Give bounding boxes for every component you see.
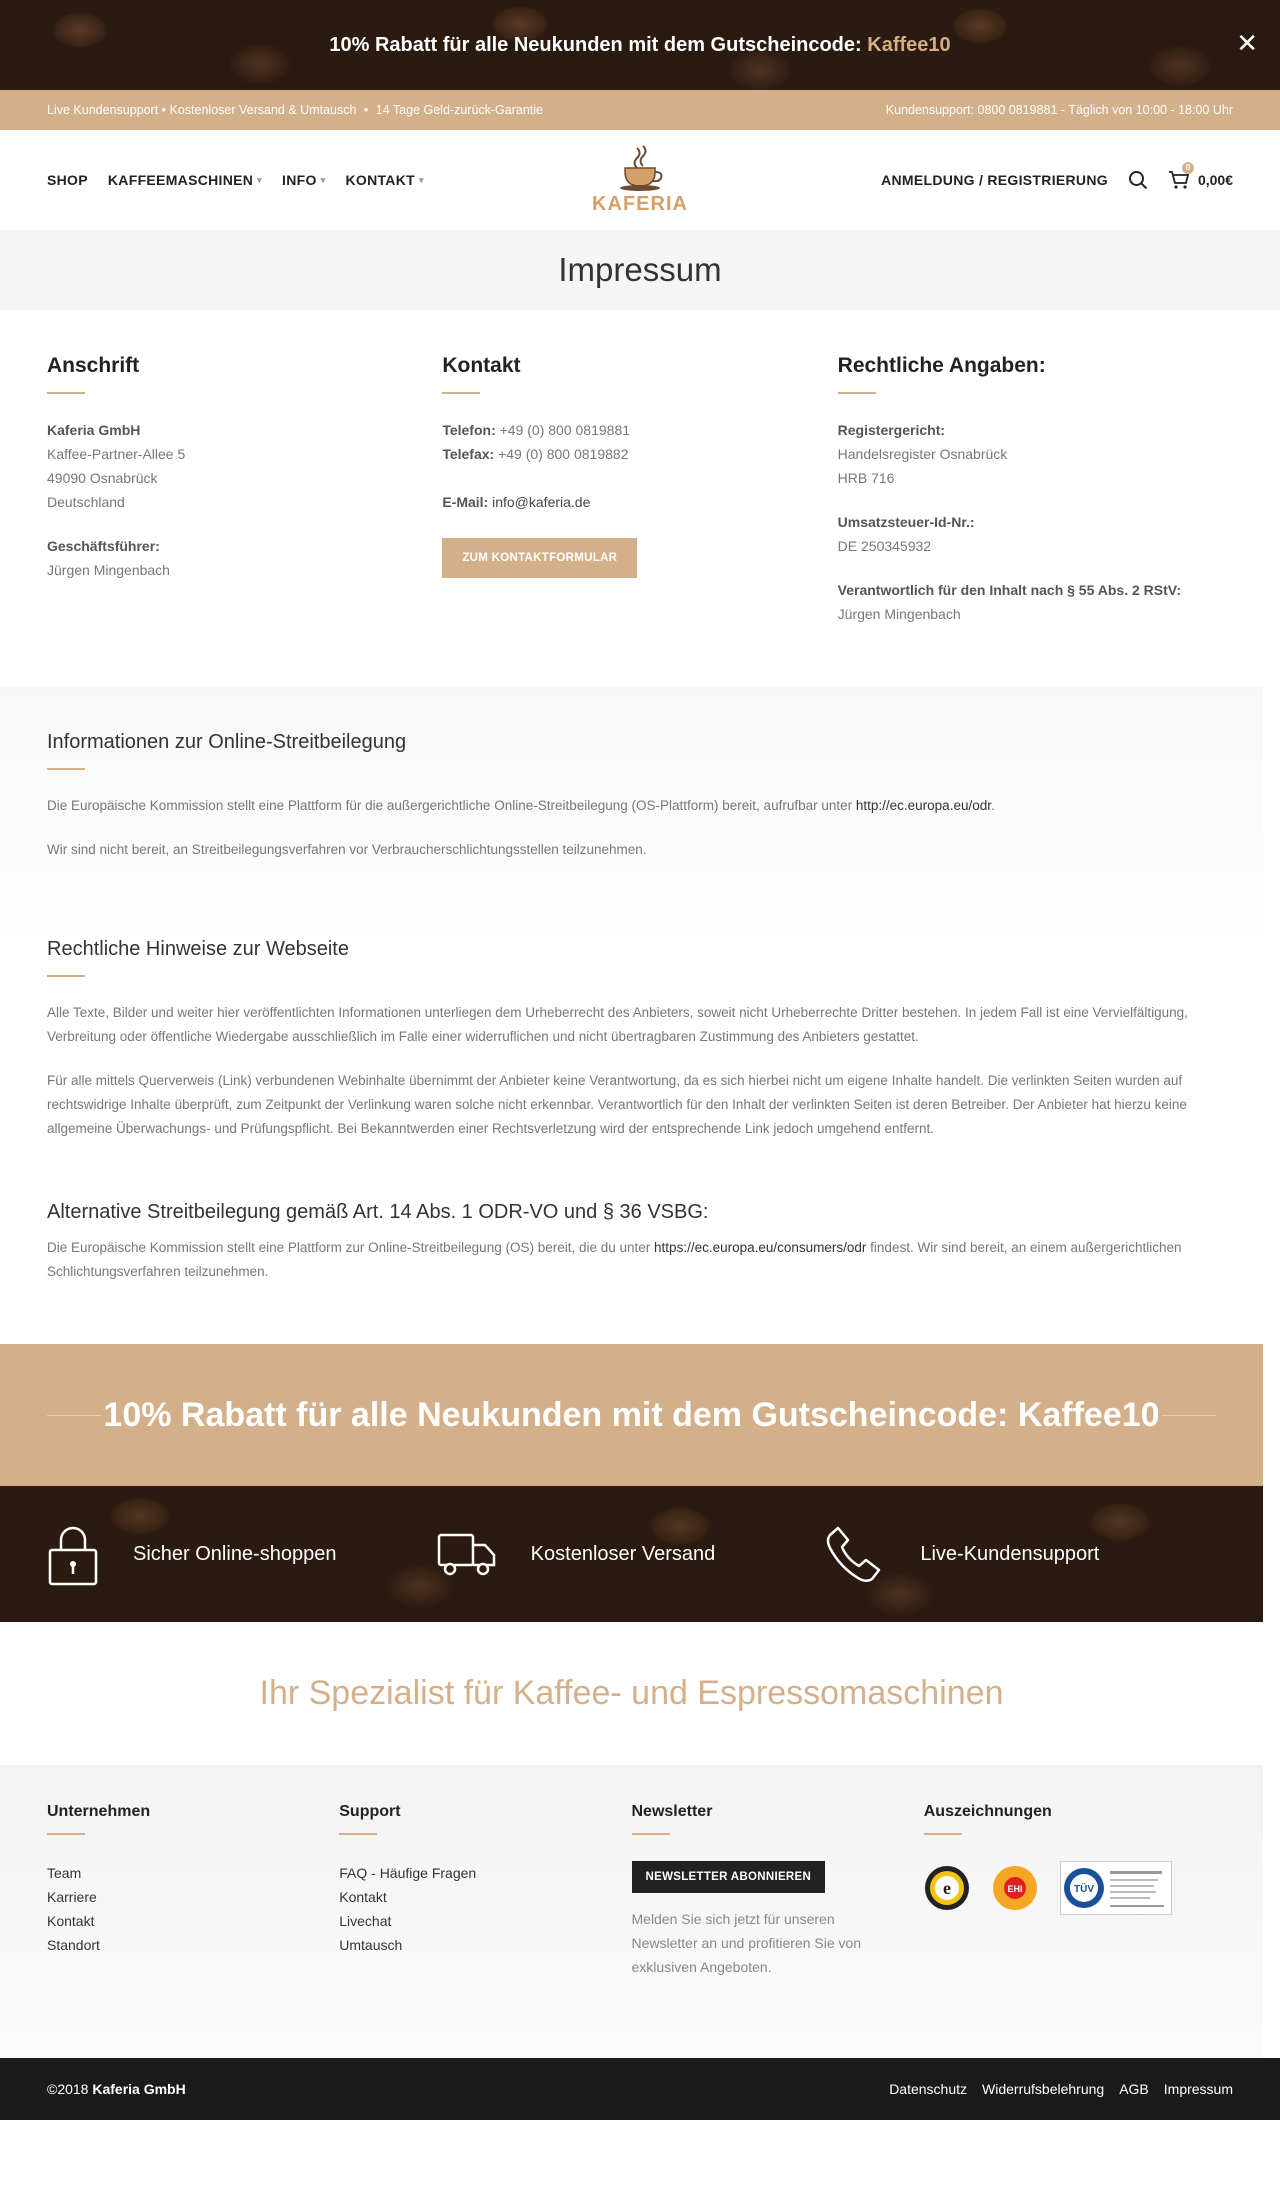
ehi-seal[interactable] [992,1865,1038,1911]
address-street: Kaffee-Partner-Allee 5 [47,446,186,462]
nav-info[interactable] [282,172,325,188]
svg-text:EHI: EHI [1007,1884,1023,1894]
heading-underline [924,1833,962,1835]
alternative-dispute-paragraph [47,1236,1216,1284]
site-header [0,130,1280,230]
logo-text: KAFERIA [592,193,688,215]
page-title-bar [0,230,1280,310]
chevron-down-icon: ▾ [320,174,326,185]
feature-label: Live-Kundensupport [920,1542,1100,1565]
truck-icon [437,1531,497,1577]
anschrift-column [47,354,442,626]
footer-heading: Unternehmen [47,1803,151,1820]
bottom-bar [0,2058,1280,2120]
legal-notes-paragraph-1: Alle Texte, Bilder und weiter hier veröffentlichten Informationen unterliegen dem Urheberrecht des Anbieters, soweit nicht Urheberrechte Dritter bestehen. In jedem Fall ist eine Vervielfältigung, Verbreitung oder öffentliche Wiedergabe ausschließlich im Falle einer widerruflichen und nicht übertragbaren Zustimmung des Anbieters gestattet. [47,1005,1188,1044]
odr-link[interactable]: http://ec.europa.eu/odr [855,798,991,813]
site-logo[interactable] [592,144,688,216]
fax-number: +49 (0) 800 0819882 [494,446,629,462]
heading-underline [47,768,85,770]
rechtliche-angaben-heading: Rechtliche Angaben: [837,354,1046,377]
chevron-down-icon: ▾ [257,174,262,185]
footer-heading: Support [339,1803,401,1820]
footer-link-team[interactable]: Team [47,1865,82,1881]
vat-id: DE 250345932 [837,538,932,554]
online-dispute-text-1: Die Europäische Kommission stellt eine Plattform für die außergerichtliche Online-Streitbeilegung (OS-Plattform) bereit, aufrufbar unter [47,798,856,813]
contact-form-button[interactable]: ZUM KONTAKTFORMULAR [442,538,637,578]
tuev-seal[interactable] [1060,1861,1172,1915]
coffee-cup-icon [613,144,667,192]
heading-underline [442,392,480,394]
register-court-label: Registergericht: [837,422,946,438]
link-datenschutz[interactable]: Datenschutz [889,2081,968,2097]
footer-newsletter [632,1803,924,2058]
newsletter-subscribe-button[interactable]: NEWSLETTER ABONNIEREN [632,1861,826,1893]
legal-notes-paragraph-2: Für alle mittels Querverweis (Link) verbundenen Webinhalte übernimmt der Anbieter keine Verantwortung, da es sich hierbei nicht um eigene Inhalte handelt. Die verlinkten Seiten wurden auf rechtswidrige Inhalte überprüft, zum Zeitpunkt der Verlinkung waren solche nicht erkennbar. Verantwortlich für den Inhalt der verlinkten Seiten ist deren Betreiber. Der Anbieter hat hierzu keine allgemeine Überwachungs- und Prüfungspflicht. Bei Bekanntwerden einer Rechtsverletzung wird der entsprechende Link jedoch umgehend entfernt. [47,1073,1187,1136]
copyright [47,2081,186,2097]
alternative-dispute-end: findest. Wir sind bereit, an einem außergerichtlichen Schlichtungsverfahren teilzunehmen. [47,1240,1182,1279]
anschrift-heading: Anschrift [47,354,140,377]
trusted-shops-seal[interactable] [924,1865,970,1911]
footer-awards [924,1803,1216,2058]
phone-number[interactable]: +49 (0) 800 0819881 [495,422,631,438]
cart-button[interactable] [1168,163,1233,190]
online-dispute-end: . [990,798,995,813]
link-agb[interactable]: AGB [1119,2081,1149,2097]
email-link[interactable]: info@kaferia.de [488,494,591,510]
fax-label: Telefax: [442,446,495,462]
svg-text:TÜV: TÜV [1073,1884,1094,1895]
managing-director-label: Geschäftsführer: [47,538,160,554]
alternative-dispute-heading: Alternative Streitbeilegung gemäß Art. 14 Abs. 1 ODR-VO und § 36 VSBG: [47,1201,709,1223]
footer-support [339,1803,631,2058]
footer-link-karriere[interactable]: Karriere [47,1889,97,1905]
phone-icon [826,1524,886,1584]
feature-label: Sicher Online-shoppen [133,1542,337,1565]
nav-kontakt-label: KONTAKT [345,172,415,188]
close-icon[interactable]: ✕ [1236,28,1258,58]
page-title: Impressum [558,251,722,288]
topbar-support-text: Live Kundensupport • Kostenloser Versand & Umtausch [47,103,357,117]
site-footer [0,1765,1263,2058]
feature-live-support [826,1524,1216,1584]
heading-underline [47,392,85,394]
footer-link-kontakt[interactable]: Kontakt [339,1889,387,1905]
company-name: Kaferia GmbH [47,422,141,438]
online-dispute-heading: Informationen zur Online-Streitbeilegung [47,731,407,753]
vat-id-label: Umsatzsteuer-Id-Nr.: [837,514,975,530]
responsible-label: Verantwortlich für den Inhalt nach § 55 Abs. 2 RStV: [837,582,1181,598]
phone-label: Telefon: [442,422,496,438]
nav-shop-label: SHOP [47,172,88,188]
footer-heading: Newsletter [631,1803,713,1820]
register-court: Handelsregister Osnabrück [837,446,1008,462]
feature-free-shipping [437,1531,827,1577]
footer-link-standort[interactable]: Standort [47,1937,100,1953]
login-register-link[interactable]: ANMELDUNG / REGISTRIERUNG [881,172,1108,188]
header-actions [881,163,1233,190]
feature-secure-shopping [47,1522,437,1586]
lock-icon [47,1522,99,1586]
alternative-dispute-text: Die Europäische Kommission stellt eine Plattform zur Online-Streitbeilegung (OS) bereit, die du unter [47,1240,655,1255]
legal-info-section [0,686,1263,1344]
copyright-prefix: ©2018 [47,2081,93,2097]
link-widerrufsbelehrung[interactable]: Widerrufsbelehrung [982,2081,1105,2097]
footer-link-umtausch[interactable]: Umtausch [339,1937,403,1953]
main-nav [47,172,424,188]
search-icon[interactable] [1128,170,1148,190]
online-dispute-paragraph-1 [47,794,1216,818]
divider [1162,1415,1216,1416]
footer-heading: Auszeichnungen [923,1803,1052,1820]
kontakt-heading: Kontakt [442,354,521,377]
nav-kaffeemaschinen-label: KAFFEEMASCHINEN [107,172,254,188]
top-info-bar [0,90,1280,130]
footer-link-livechat[interactable]: Livechat [339,1913,392,1929]
email-label: E-Mail: [442,494,489,510]
specialist-text: Ihr Spezialist für Kaffee- und Espressomaschinen [259,1674,1004,1712]
heading-underline [47,1833,85,1835]
footer-link-faq[interactable]: FAQ - Häufige Fragen [339,1865,477,1881]
responsible-name: Jürgen Mingenbach [837,606,961,622]
awards-list [924,1861,1216,1915]
nav-shop[interactable] [47,172,88,188]
heading-underline [339,1833,377,1835]
register-number: HRB 716 [837,470,895,486]
managing-director-name: Jürgen Mingenbach [47,562,170,578]
specialist-banner [0,1622,1263,1765]
promo-code: Kaffee10 [867,33,951,56]
footer-unternehmen [47,1803,339,2058]
phone-line [442,418,837,442]
link-impressum[interactable]: Impressum [1163,2081,1233,2097]
footer-link-kontakt[interactable]: Kontakt [47,1913,95,1929]
topbar-hotline: Kundensupport: 0800 0819881 - Täglich von 10:00 - 18:00 Uhr [885,103,1233,117]
topbar-separator: • [363,103,369,117]
heading-underline [47,975,85,977]
features-strip [0,1486,1263,1622]
cart-total: 0,00€ [1197,172,1233,188]
promo-bar [0,0,1280,90]
promo-message: 10% Rabatt für alle Neukunden mit dem Gutscheincode: [329,33,868,56]
legal-notes-heading: Rechtliche Hinweise zur Webseite [47,938,349,960]
kontakt-column [442,354,837,626]
nav-kontakt[interactable] [345,172,423,188]
nav-kaffeemaschinen[interactable] [108,172,262,188]
nav-info-label: INFO [282,172,317,188]
legal-links [889,2081,1233,2097]
promo-text [329,34,950,57]
heading-underline [632,1833,670,1835]
heading-underline [838,392,876,394]
online-dispute-paragraph-2: Wir sind nicht bereit, an Streitbeilegungsverfahren vor Verbraucherschlichtungsstellen teilzunehmen. [47,842,647,857]
divider [47,1415,101,1416]
chevron-down-icon: ▾ [418,174,424,185]
topbar-guarantee-text: 14 Tage Geld-zurück-Garantie [375,103,543,117]
newsletter-text: Melden Sie sich jetzt für unseren Newsletter an und profitieren Sie von exklusiven Angeboten. [631,1911,862,1975]
svg-text:e: e [942,1878,951,1898]
feature-label: Kostenloser Versand [530,1542,716,1565]
consumer-odr-link[interactable]: https://ec.europa.eu/consumers/odr [654,1240,867,1255]
discount-banner [0,1344,1263,1486]
address-city: 49090 Osnabrück [47,470,158,486]
fax-line [442,442,837,466]
impressum-contact-section [0,310,1280,686]
topbar-left [47,103,547,117]
address-country: Deutschland [47,494,125,510]
email-line [442,490,837,514]
rechtliche-angaben-column [838,354,1233,626]
cart-count-badge: 0 [1182,162,1194,174]
copyright-company: Kaferia GmbH [92,2081,186,2097]
discount-text: 10% Rabatt für alle Neukunden mit dem Gutscheincode: Kaffee10 [103,1395,1160,1434]
